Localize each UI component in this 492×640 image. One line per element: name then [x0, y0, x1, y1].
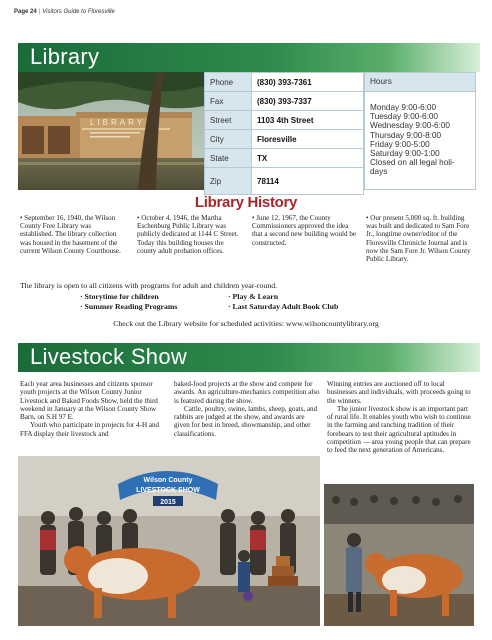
- hours-line: Friday 9:00-5:00: [370, 139, 430, 149]
- hours-header: Hours: [365, 73, 475, 92]
- library-sign-text: LIBRARY: [90, 118, 146, 127]
- info-row-zip: [205, 168, 364, 195]
- library-open-statement: The library is open to all citizens with programs for adult and children year-round.: [20, 281, 278, 290]
- paragraph: Cattle, poultry, swine, lambs, sheep, goats, and rabbits are judged at the show, and awards are given for best in breed, showmanship, and other classifications.: [174, 404, 318, 438]
- livestock-title: Livestock Show: [30, 344, 188, 369]
- livestock-showmanship-photo: [324, 484, 474, 626]
- hours-line: Wednesday 9:00-6:00: [370, 121, 450, 131]
- hours-line: Closed on all legal holi-: [370, 158, 455, 168]
- info-label: City: [205, 130, 252, 149]
- paragraph: baked-food projects at the show and compete for awards. An agriculture-mechanics competition also is featured during the show.: [174, 380, 320, 405]
- paragraph: Winning entries are auctioned off to local businesses and individuals, with proceeds going to the winners.: [327, 380, 471, 405]
- program-item: · Storytime for children: [80, 292, 159, 301]
- hours-line: Thursday 9:00-8:00: [370, 130, 442, 140]
- livestock-column-2: [174, 380, 322, 438]
- info-row-street: [205, 111, 364, 130]
- info-value: 78114: [252, 168, 364, 195]
- library-website-line: Check out the Library website for scheduled activities: www.wilsoncountylibrary.org: [113, 319, 379, 328]
- library-section-banner: [18, 43, 480, 72]
- info-label: Fax: [205, 92, 252, 111]
- library-hours-box: [364, 72, 476, 190]
- header-separator: |: [38, 9, 41, 15]
- livestock-group-illustration: [18, 456, 320, 626]
- program-item: · Play & Learn: [228, 292, 279, 301]
- show-banner-line1: Wilson County: [143, 477, 193, 484]
- library-building-illustration: [18, 72, 204, 190]
- publication-name: Visitors Guide to Floresville: [42, 9, 115, 15]
- paragraph: The junior livestock show is an important part of rural life. It enables youth who wish to continue in the farming and ranching tradition of their forebears to test their agricultural aptitudes in competition — area young people that can prepare to feed the next generation of Americans.: [327, 404, 471, 455]
- info-label: State: [205, 149, 252, 168]
- history-item: • June 12, 1967, the County Commissioners approved the idea that a second new building would be constructed.: [252, 214, 357, 247]
- livestock-column-3: [327, 380, 475, 455]
- hours-line: Monday 9:00-6:00: [370, 103, 436, 112]
- history-item: • September 16, 1940, the Wilson County Free Library was established. The library collection was housed in the basement of the current Wilson County Courthouse.: [20, 214, 121, 255]
- show-banner-line2: LIVESTOCK SHOW: [136, 487, 200, 494]
- hours-line: Saturday 9:00-1:00: [370, 149, 440, 159]
- library-history-title: Library History: [194, 194, 298, 211]
- hours-line: days: [370, 167, 388, 177]
- livestock-group-photo: [18, 456, 320, 626]
- livestock-column-1: [20, 380, 168, 438]
- info-value: (830) 393-7361: [252, 73, 364, 92]
- hours-line: Tuesday 9:00-6:00: [370, 112, 438, 122]
- info-row-phone: [205, 73, 364, 92]
- info-label: Street: [205, 111, 252, 130]
- info-label: Phone: [205, 73, 252, 92]
- info-value: 1103 4th Street: [252, 111, 364, 130]
- program-item: · Last Saturday Adult Book Club: [228, 302, 339, 311]
- info-row-state: [205, 149, 364, 168]
- history-item: • October 4, 1946, the Martha Eschenburg Public Library was publicly dedicated at 1144 C Street. Today this building houses the county adult probation offices.: [137, 214, 239, 255]
- info-value: TX: [252, 149, 364, 168]
- program-item: · Summer Reading Programs: [80, 302, 178, 311]
- paragraph: Youth who participate in projects for 4-H and FFA display their livestock and: [20, 421, 160, 438]
- library-building-photo: [18, 72, 204, 190]
- library-title: Library: [30, 44, 100, 69]
- library-info-table: [204, 72, 364, 195]
- history-item: • Our present 5,000 sq. ft. building was built and dedicated to Sam Fore Jr., longtime owner/editor of the Floresville Chronicle Journal and is now the Sam Fore Jr. Wilson County Public Library.: [366, 214, 471, 264]
- info-row-fax: [205, 92, 364, 111]
- info-value: Floresville: [252, 130, 364, 149]
- livestock-showmanship-illustration: [324, 484, 474, 626]
- paragraph: Each year area businesses and citizens sponsor youth projects at the Wilson County Junior Livestock and Baked Foods Show, held the third weekend in January at the Wilson County Show Barn, on S.H 97 E.: [20, 380, 158, 422]
- info-value: (830) 393-7337: [252, 92, 364, 111]
- show-banner-year: 2015: [160, 499, 176, 506]
- page-number: Page 24: [14, 9, 37, 15]
- hours-list: [365, 92, 475, 177]
- info-row-city: [205, 130, 364, 149]
- page-header: [14, 9, 115, 15]
- livestock-section-banner: [18, 343, 480, 372]
- info-label: Zip: [205, 168, 252, 195]
